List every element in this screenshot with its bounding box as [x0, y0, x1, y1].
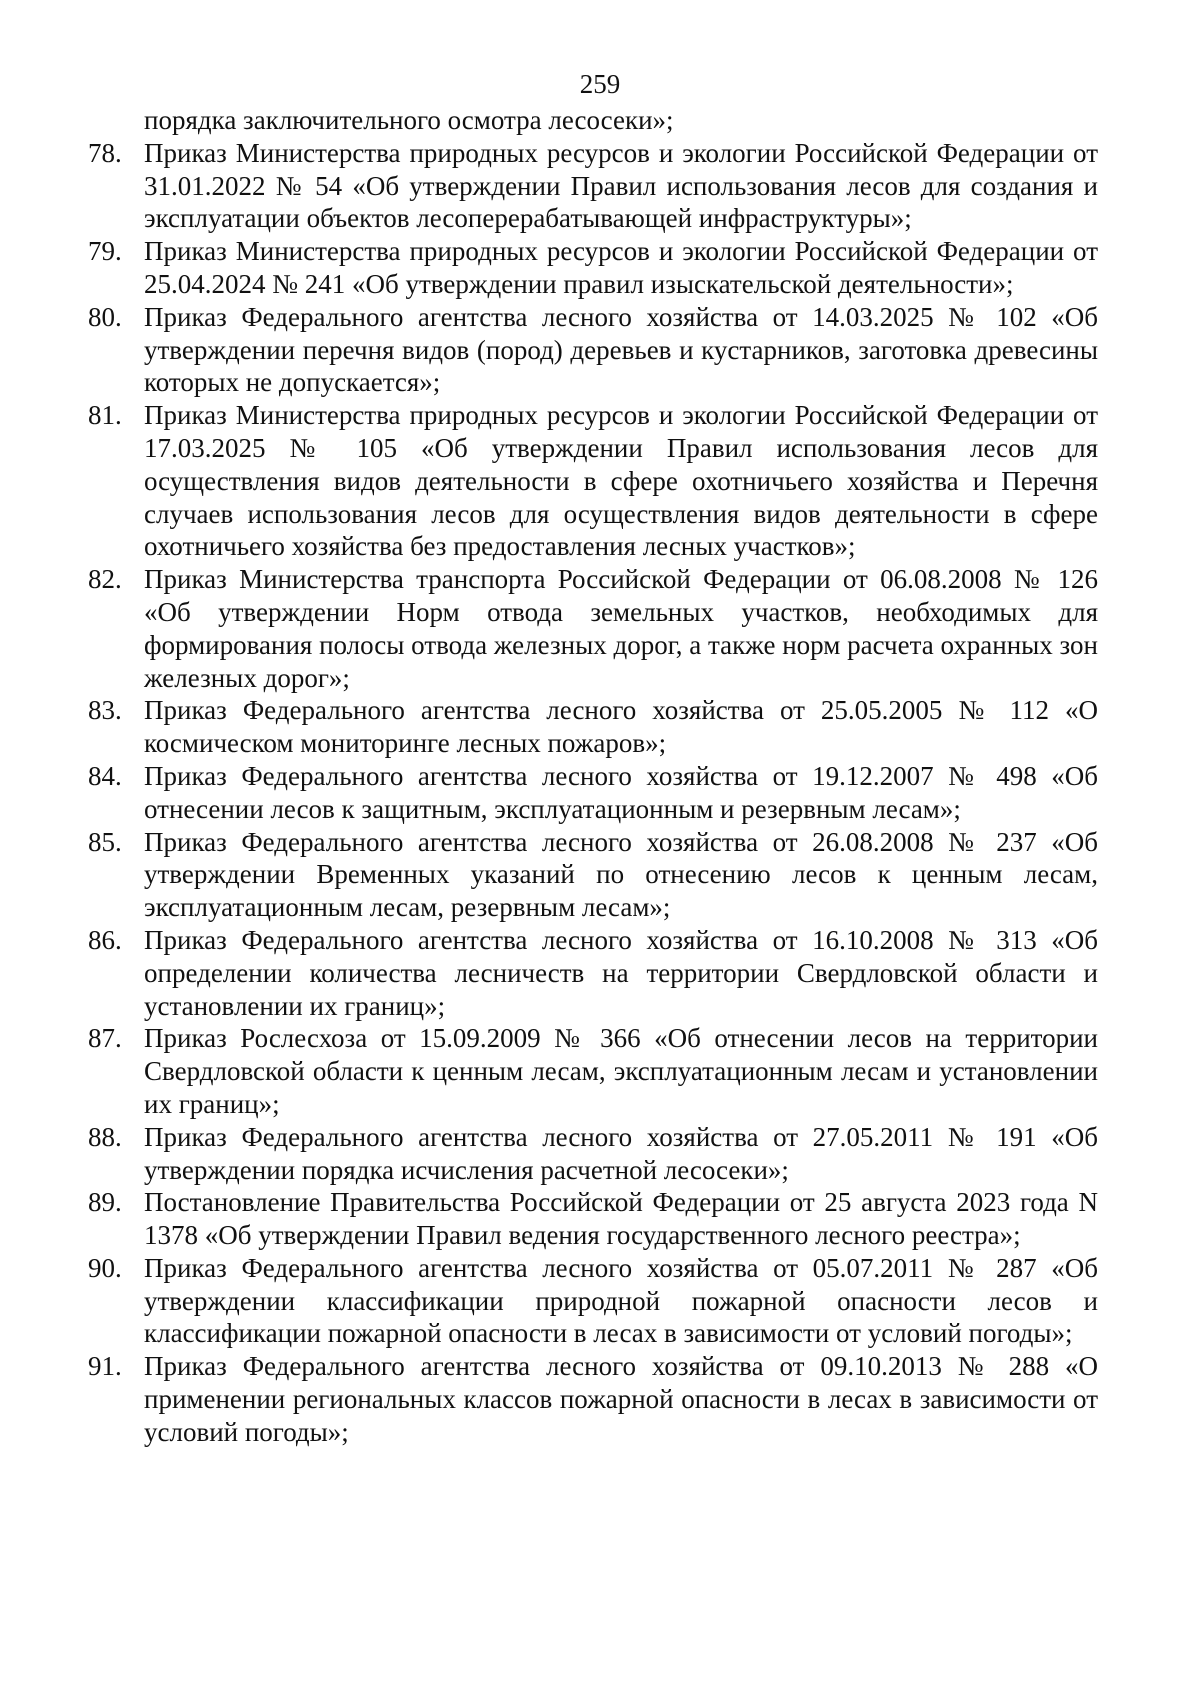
list-item-number: 85.: [88, 826, 122, 857]
list-item-number: 82.: [88, 564, 122, 595]
list-item: [88, 1121, 1098, 1187]
list-item: [88, 235, 1098, 301]
list-item-text: Приказ Федерального агентства лесного хозяйства от 14.03.2025 № 102 «Об утверждении перечня видов (пород) деревьев и кустарников, заготовка древесины которых не допускается»;: [144, 301, 1098, 398]
list-item-text: Постановление Правительства Российской Федерации от 25 августа 2023 года N 1378 «Об утверждении Правил ведения государственного лесного реестра»;: [144, 1187, 1098, 1251]
list-item-number: 87.: [88, 1023, 122, 1054]
list-item-text: Приказ Федерального агентства лесного хозяйства от 09.10.2013 № 288 «О применении региональных классов пожарной опасности в лесах в зависимости от условий погоды»;: [144, 1351, 1098, 1447]
list-item-number: 81.: [88, 400, 122, 431]
list-item: [88, 826, 1098, 924]
list-item-text: Приказ Министерства природных ресурсов и экологии Российской Федерации от 17.03.2025 № 105 «Об утверждении Правил использования лесов для осуществления видов деятельности в сфере охотничьего хозяйства и Перечня случаев использования лесов для осуществления видов деятельности в сфере охотничьего хозяйства без предоставления лесных участков»;: [144, 400, 1098, 562]
list-item-number: 83.: [88, 695, 122, 726]
continuation-text: порядка заключительного осмотра лесосеки»;: [144, 105, 674, 135]
list-item-text: Приказ Федерального агентства лесного хозяйства от 16.10.2008 № 313 «Об определении количества лесничеств на территории Свердловской области и установлении их границ»;: [144, 924, 1098, 1021]
list-item-number: 91.: [88, 1351, 122, 1382]
list-item-number: 88.: [88, 1121, 122, 1152]
list-item-number: 80.: [88, 301, 122, 332]
page-number: 259: [579, 69, 621, 99]
list-item: [88, 1350, 1098, 1448]
list-item: [88, 1186, 1098, 1252]
list-item-text: Приказ Рослесхоза от 15.09.2009 № 366 «Об отнесении лесов на территории Свердловской области к ценным лесам, эксплуатационным лесам и установлении их границ»;: [144, 1023, 1098, 1119]
list-item: [88, 563, 1098, 694]
list-item: [88, 1252, 1098, 1350]
list-item-number: 89.: [88, 1187, 122, 1218]
list-item: [88, 924, 1098, 1022]
list-item-number: 90.: [88, 1252, 122, 1283]
list-item: [88, 137, 1098, 235]
list-item-number: 86.: [88, 924, 122, 955]
list-item-text: Приказ Министерства природных ресурсов и экологии Российской Федерации от 25.04.2024 № 241 «Об утверждении правил изыскательской деятельности»;: [144, 236, 1098, 299]
list-item: [88, 694, 1098, 760]
list-item-number: 79.: [88, 236, 122, 267]
list-item: [88, 301, 1098, 399]
list-item-text: Приказ Федерального агентства лесного хозяйства от 19.12.2007 № 498 «Об отнесении лесов к защитным, эксплуатационным и резервным лесам»;: [144, 760, 1098, 824]
list-item-text: Приказ Министерства природных ресурсов и экологии Российской Федерации от 31.01.2022 № 54 «Об утверждении Правил использования лесов для создания и эксплуатации объектов лесоперерабатывающей инфраструктуры»;: [144, 137, 1098, 234]
list-item-text: Приказ Федерального агентства лесного хозяйства от 05.07.2011 № 287 «Об утверждении классификации природной пожарной опасности лесов и классификации пожарной опасности в лесах в зависимости от условий погоды»;: [144, 1252, 1098, 1349]
list-item-number: 84.: [88, 760, 122, 791]
list-item-text: Приказ Федерального агентства лесного хозяйства от 27.05.2011 № 191 «Об утверждении порядка исчисления расчетной лесосеки»;: [144, 1121, 1098, 1185]
list-item: [88, 760, 1098, 826]
document-body: [88, 104, 1098, 1449]
list-item-number: 78.: [88, 137, 122, 168]
list-item-text: Приказ Министерства транспорта Российской Федерации от 06.08.2008 № 126 «Об утверждении Норм отвода земельных участков, необходимых для формирования полосы отвода железных дорог, а также норм расчета охранных зон железных дорог»;: [144, 564, 1099, 693]
list-item: [88, 1022, 1098, 1120]
list-item-text: Приказ Федерального агентства лесного хозяйства от 26.08.2008 № 237 «Об утверждении Временных указаний по отнесению лесов к ценным лесам, эксплуатационным лесам, резервным лесам»;: [144, 826, 1098, 923]
list-item-text: Приказ Федерального агентства лесного хозяйства от 25.05.2005 № 112 «О космическом мониторинге лесных пожаров»;: [144, 695, 1098, 759]
list-item: [88, 399, 1098, 563]
